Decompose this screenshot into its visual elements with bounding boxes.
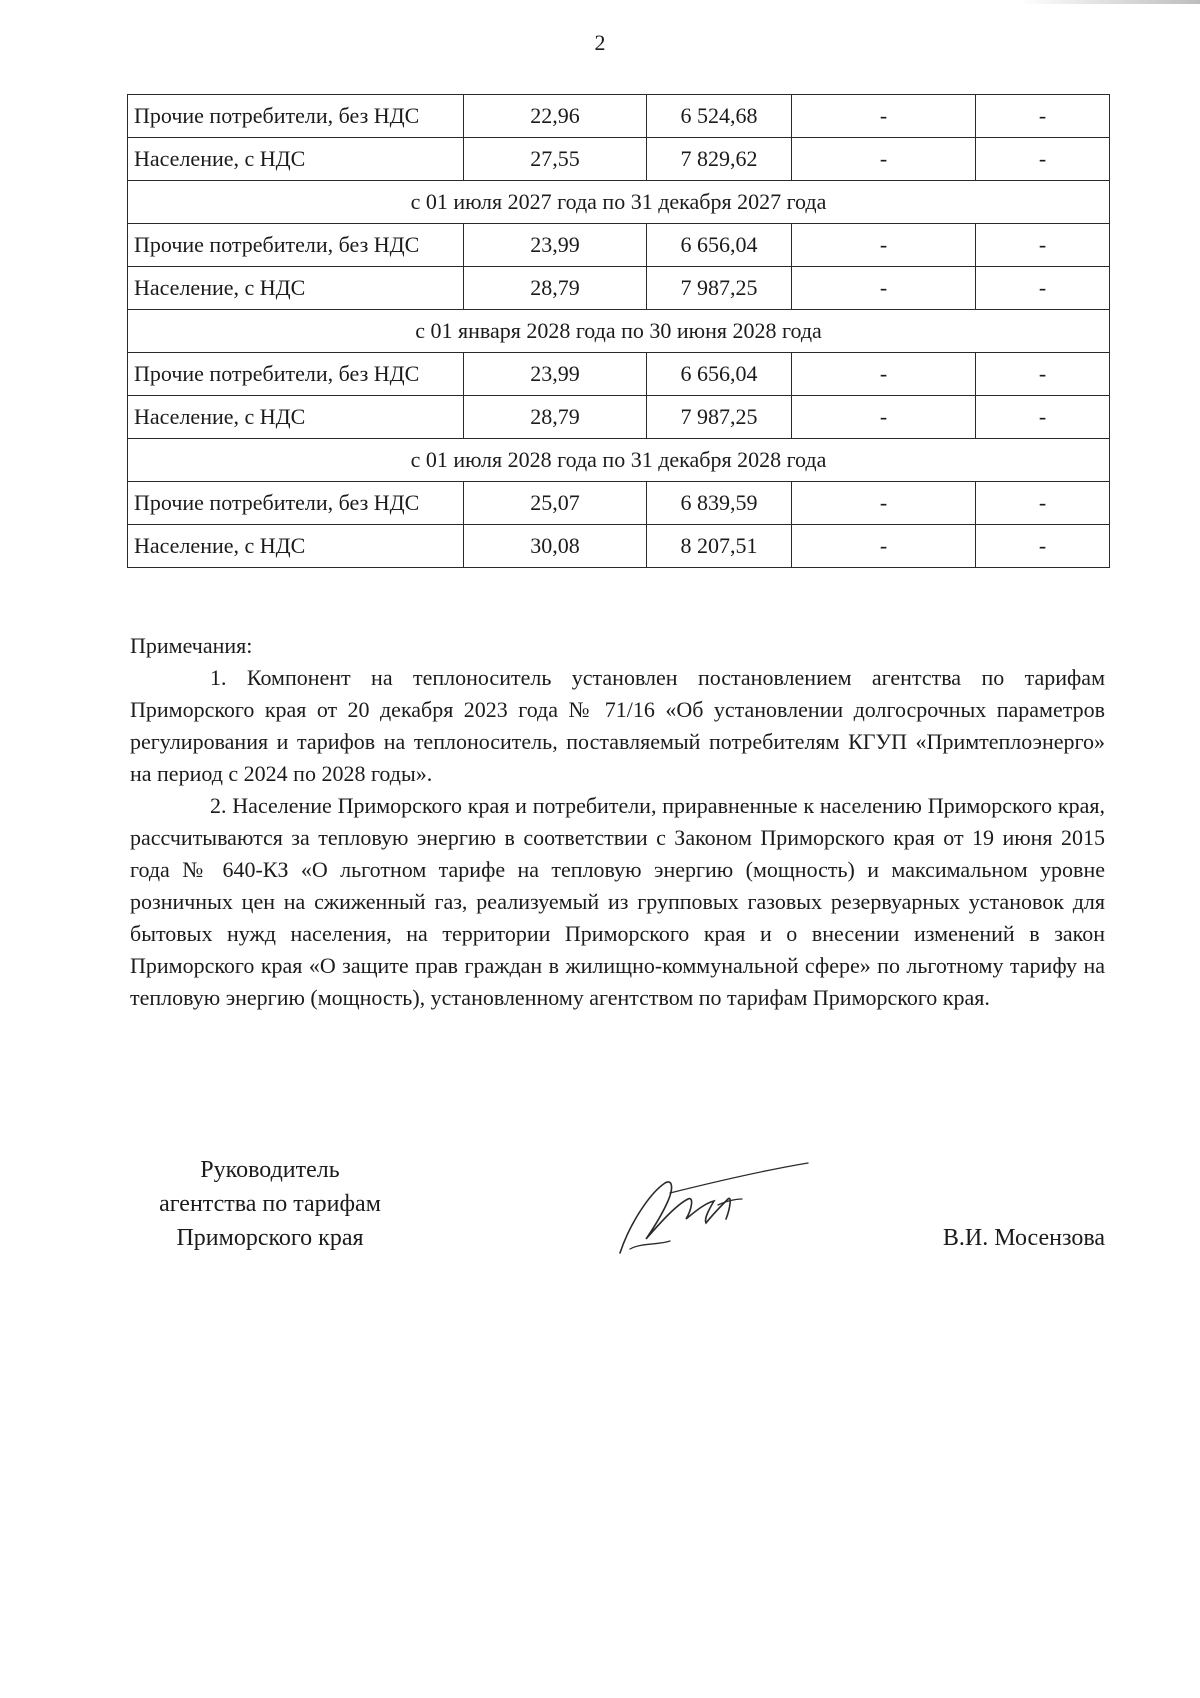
- consumer-label-cell: Прочие потребители, без НДС: [128, 353, 464, 396]
- notes-title: Примечания:: [130, 633, 253, 658]
- tariff-value-cell: 22,96: [464, 95, 647, 138]
- handwritten-signature-icon: [610, 1153, 810, 1263]
- notes-section: [130, 630, 1105, 1014]
- tariff-value-cell: -: [792, 396, 976, 439]
- tariff-value-cell: -: [976, 482, 1110, 525]
- tariff-value-cell: -: [792, 525, 976, 568]
- tariff-value-cell: 6 839,59: [647, 482, 792, 525]
- signer-position: [130, 1153, 410, 1255]
- consumer-label-cell: Население, с НДС: [128, 396, 464, 439]
- note-item-1: 1. Компонент на теплоноситель установлен постановлением агентства по тарифам Приморского края от 20 декабря 2023 года № 71/16 «Об установлении долгосрочных параметров регулирования и тарифов на теплоноситель, поставляемый потребителям КГУП «Примтеплоэнерго» на период с 2024 по 2028 годы».: [130, 665, 1105, 786]
- consumer-label-cell: Прочие потребители, без НДС: [128, 224, 464, 267]
- table-row: [128, 482, 1110, 525]
- consumer-label-cell: Население, с НДС: [128, 267, 464, 310]
- table-row: [128, 95, 1110, 138]
- tariff-value-cell: 25,07: [464, 482, 647, 525]
- signer-position-line: Руководитель: [200, 1157, 340, 1183]
- tariff-value-cell: -: [792, 267, 976, 310]
- tariff-table-body: [128, 95, 1110, 568]
- tariff-value-cell: -: [976, 224, 1110, 267]
- tariff-value-cell: 7 829,62: [647, 138, 792, 181]
- tariff-value-cell: -: [792, 482, 976, 525]
- tariff-value-cell: 7 987,25: [647, 396, 792, 439]
- tariff-value-cell: -: [976, 525, 1110, 568]
- tariff-value-cell: 28,79: [464, 267, 647, 310]
- tariff-value-cell: 7 987,25: [647, 267, 792, 310]
- tariff-value-cell: -: [792, 138, 976, 181]
- period-row: [128, 181, 1110, 224]
- tariff-value-cell: 6 524,68: [647, 95, 792, 138]
- table-row: [128, 396, 1110, 439]
- table-row: [128, 267, 1110, 310]
- tariff-value-cell: 30,08: [464, 525, 647, 568]
- tariff-value-cell: -: [792, 224, 976, 267]
- period-row: [128, 439, 1110, 482]
- period-row: [128, 310, 1110, 353]
- consumer-label-cell: Прочие потребители, без НДС: [128, 482, 464, 525]
- tariff-value-cell: -: [976, 95, 1110, 138]
- signer-position-line: агентства по тарифам: [159, 1191, 381, 1217]
- tariff-value-cell: 28,79: [464, 396, 647, 439]
- table-row: [128, 224, 1110, 267]
- tariff-value-cell: -: [792, 95, 976, 138]
- tariff-value-cell: -: [976, 138, 1110, 181]
- tariff-value-cell: -: [976, 267, 1110, 310]
- tariff-table: [127, 94, 1110, 568]
- period-label: с 01 июля 2027 года по 31 декабря 2027 года: [128, 181, 1110, 224]
- table-row: [128, 353, 1110, 396]
- table-row: [128, 138, 1110, 181]
- tariff-value-cell: 6 656,04: [647, 224, 792, 267]
- signer-name: В.И. Мосензова: [942, 1225, 1105, 1251]
- signer-position-line: Приморского края: [176, 1225, 364, 1251]
- tariff-value-cell: -: [976, 353, 1110, 396]
- period-label: с 01 июля 2028 года по 31 декабря 2028 года: [128, 439, 1110, 482]
- tariff-value-cell: 6 656,04: [647, 353, 792, 396]
- consumer-label-cell: Прочие потребители, без НДС: [128, 95, 464, 138]
- page-number: 2: [594, 30, 606, 55]
- tariff-value-cell: 8 207,51: [647, 525, 792, 568]
- tariff-value-cell: -: [976, 396, 1110, 439]
- tariff-value-cell: 27,55: [464, 138, 647, 181]
- note-item-2: 2. Население Приморского края и потребители, приравненные к населению Приморского края, рассчитываются за тепловую энергию в соответствии с Законом Приморского края от 19 июня 2015 года № 640-КЗ «О льготном тарифе на тепловую энергию (мощность) и максимальном уровне розничных цен на сжиженный газ, реализуемый из групповых газовых резервуарных установок для бытовых нужд населения, на территории Приморского края и о внесении изменений в закон Приморского края «О защите прав граждан в жилищно-коммунальной сфере» по льготному тарифу на тепловую энергию (мощность), установленному агентством по тарифам Приморского края.: [130, 793, 1105, 1010]
- table-row: [128, 525, 1110, 568]
- consumer-label-cell: Население, с НДС: [128, 525, 464, 568]
- signature-block: [130, 1153, 1105, 1303]
- tariff-value-cell: 23,99: [464, 224, 647, 267]
- period-label: с 01 января 2028 года по 30 июня 2028 года: [128, 310, 1110, 353]
- scan-edge-mark: [1020, 0, 1200, 4]
- consumer-label-cell: Население, с НДС: [128, 138, 464, 181]
- tariff-value-cell: -: [792, 353, 976, 396]
- tariff-value-cell: 23,99: [464, 353, 647, 396]
